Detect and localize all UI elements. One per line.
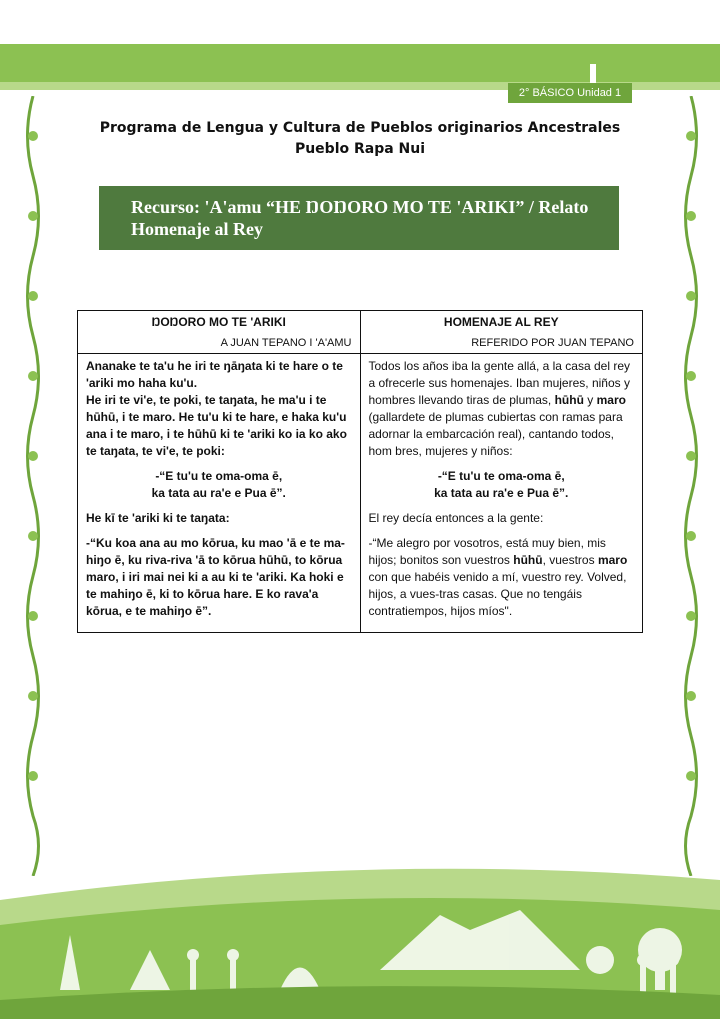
left-ornament-border: [20, 96, 46, 876]
spanish-para1-rest: (gallardete de plumas cubiertas con ramas para adornar la embarcación real), cantando todos, hom bres, mujeres y niños:: [368, 410, 623, 458]
rapanui-header-cell: [78, 311, 361, 354]
spanish-title: HOMENAJE AL REY: [443, 315, 559, 329]
spanish-para3-rest: con que habéis venido a mí, vuestro rey. Volved, hijos, a vues-tras casas. Que no tengáis contratiempos, hijos míos".: [368, 570, 627, 618]
table-header-row: [78, 311, 643, 354]
spanish-para1-text: Todos los años iba la gente allá, a la casa del rey a ofrecerle sus homenajes. Iban mujeres, niños y hombres llevando tiras de plumas,: [368, 359, 630, 407]
program-header: [0, 118, 720, 160]
program-subtitle: Pueblo Rapa Nui: [294, 141, 426, 157]
rapanui-verse: [86, 468, 352, 502]
spanish-term-huhu-2: hūhū: [513, 553, 543, 567]
resource-banner: [99, 186, 619, 250]
spanish-para2: El rey decía entonces a la gente:: [368, 511, 544, 525]
rapanui-paragraph: [86, 358, 352, 460]
spanish-verse-line2: ka tata au ra'e e Pua ē”.: [434, 486, 569, 500]
table-body-row: [78, 354, 643, 633]
rapanui-title: ŊOŊORO MO TE 'ARIKI: [151, 315, 286, 329]
spanish-term-maro-2: maro: [597, 553, 628, 567]
spanish-para1-conj: y: [583, 393, 597, 407]
banner-title-line2: Homenaje al Rey: [131, 219, 263, 239]
spanish-subtitle: REFERIDO POR JUAN TEPANO: [471, 337, 634, 349]
rapanui-verse-line1: -“E tu'u te oma-oma ē,: [155, 469, 283, 483]
spanish-para1: [369, 358, 635, 460]
spanish-para3-text: -“Me alegro por vosotros, está muy bien, mis hijos; bonitos son vuestros: [368, 536, 606, 567]
landscape-footer-illustration: [0, 850, 720, 1019]
spanish-term-huhu: hūhū: [554, 393, 584, 407]
rapanui-para3: He kī te 'ariki ki te taŋata:: [86, 511, 230, 525]
rapanui-verse-line2: ka tata au ra'e e Pua ē”.: [151, 486, 286, 500]
spanish-para3-conj: , vuestros: [542, 553, 598, 567]
rapanui-para2: He iri te vi'e, te poki, te taŋata, he ma'u i te hūhū, i te maro. He tu'u ki te hare, e haka ku'u ana i te maro, i te hūhū ki te 'ariki ko ia ko ako te taŋata, te vi'e, te poki:: [86, 393, 347, 458]
spanish-verse-line1: -“E tu'u te oma-oma ē,: [437, 469, 565, 483]
program-title: Programa de Lengua y Cultura de Pueblos originarios Ancestrales: [99, 120, 621, 136]
spanish-header-cell: [360, 311, 643, 354]
grade-unit-tab: 2° BÁSICO Unidad 1: [508, 83, 632, 103]
top-color-band: [0, 44, 720, 82]
spanish-para3: [369, 535, 635, 620]
rapanui-text-cell: [78, 354, 361, 633]
rapanui-para4: -“Ku koa ana au mo kōrua, ku mao 'ā e te ma-hiŋo ē, ku riva-riva 'ā to kōrua hūhū, to kōrua maro, i iri mai nei ki a au ki te 'ariki. Ka hoki e te mahiŋo ē, ki to kōrua hare. E ko rava'a kōrua, e te mahiŋo ē”.: [86, 536, 345, 618]
spanish-term-maro: maro: [596, 393, 626, 407]
spanish-verse: [369, 468, 635, 502]
spanish-text-cell: [360, 354, 643, 633]
rapanui-para1: Ananake te ta'u he iri te ŋāŋata ki te hare o te 'ariki mo haha ku'u.: [86, 359, 343, 390]
banner-title-line1: Recurso: 'A'amu “HE ŊOŊORO MO TE 'ARIKI” / Relato: [131, 197, 589, 217]
bilingual-story-table: [77, 310, 643, 633]
right-ornament-border: [678, 96, 704, 876]
rapanui-subtitle: A JUAN TEPANO I 'A'AMU: [220, 337, 352, 349]
